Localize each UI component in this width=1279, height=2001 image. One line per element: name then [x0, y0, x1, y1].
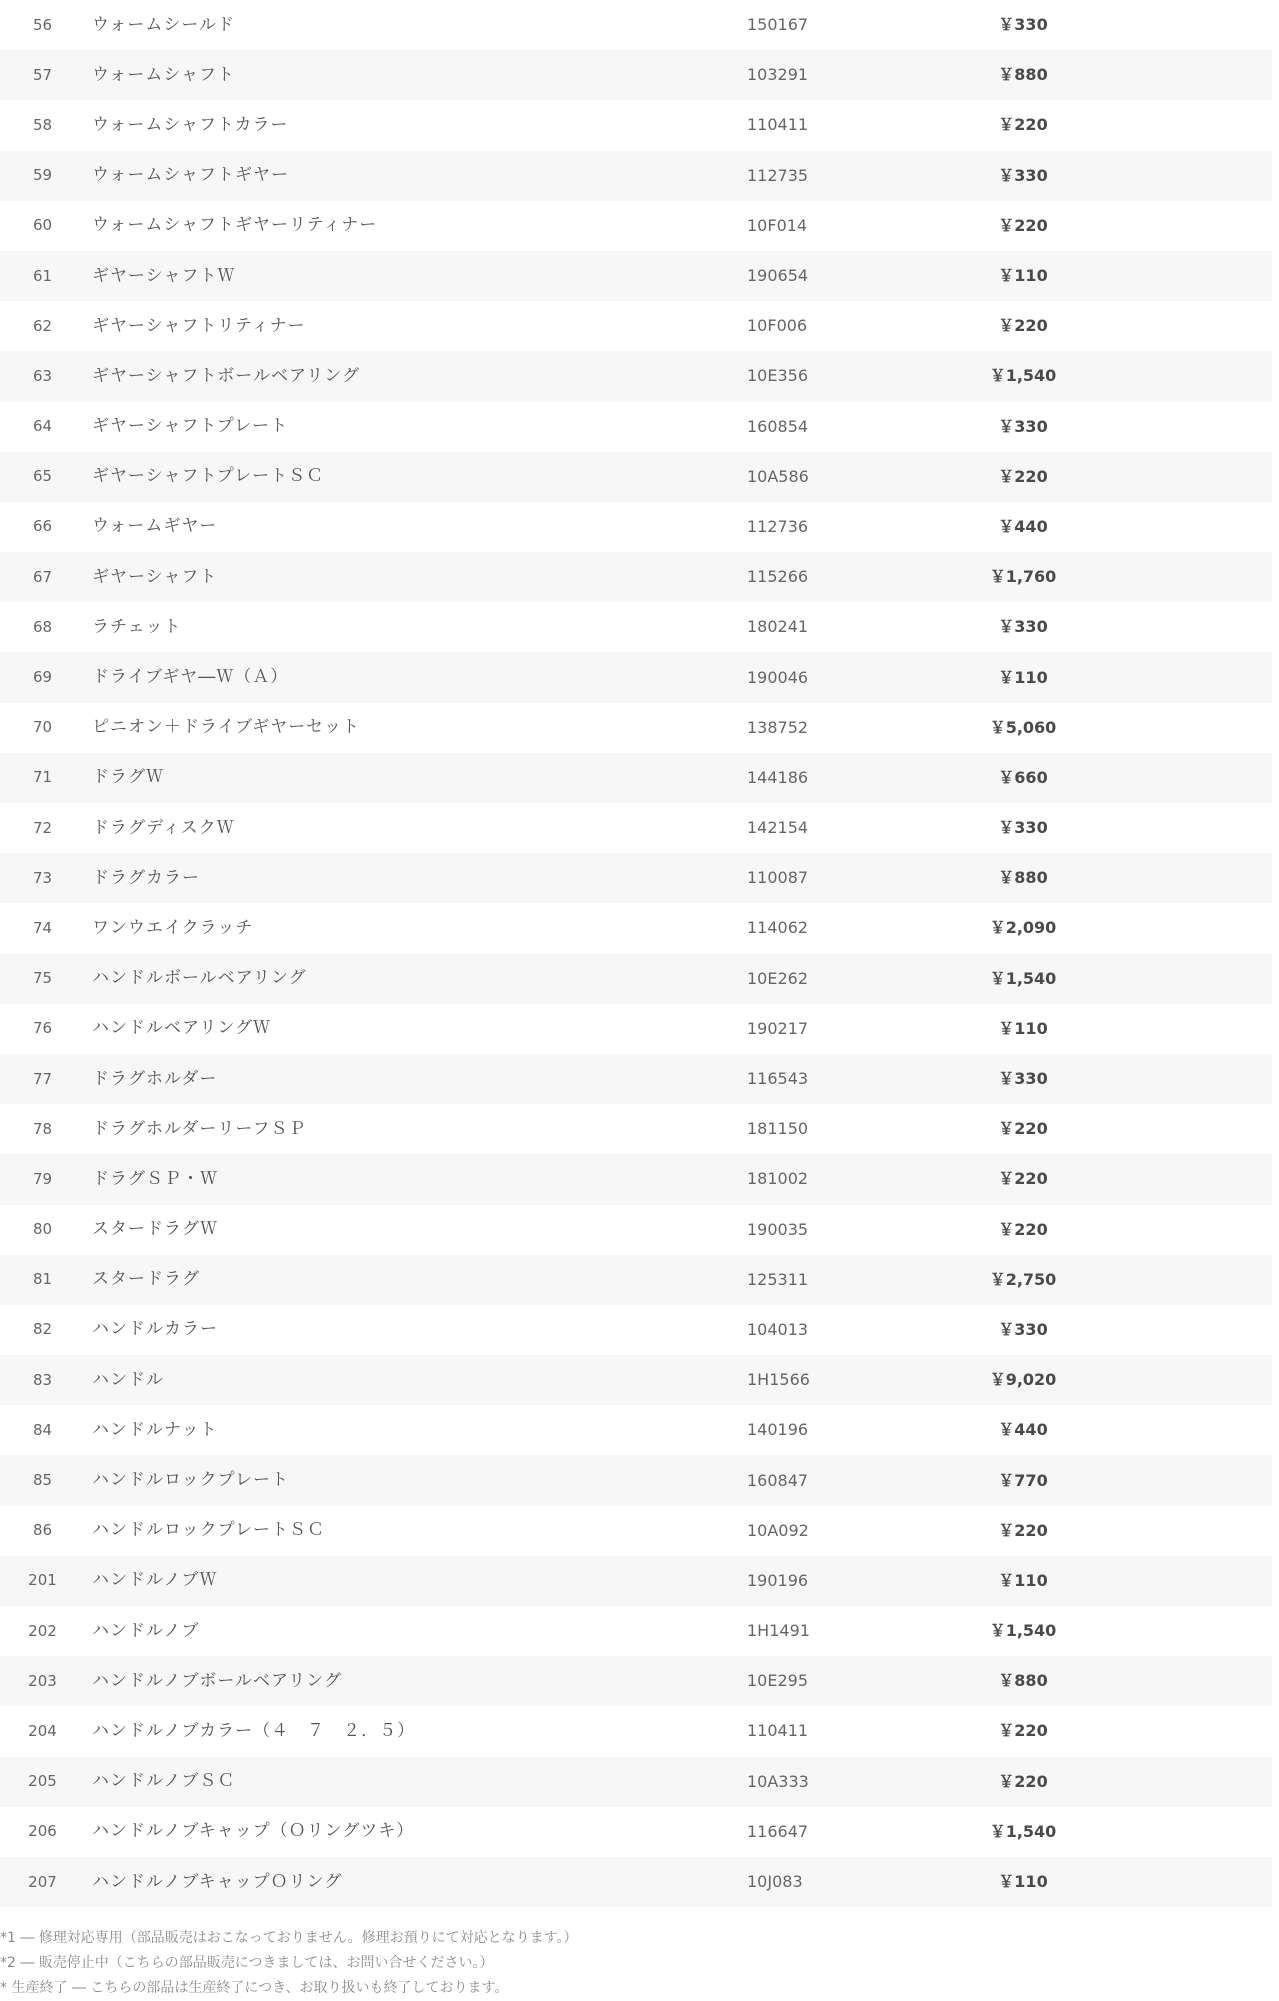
part-name-cell: ドラグホルダーリーフＳＰ — [92, 1118, 307, 1139]
part-number-cell: 79 — [0, 1154, 85, 1204]
table-row — [0, 1305, 1279, 1355]
part-price-cell: ￥220 — [943, 452, 1103, 502]
part-price-cell: ￥440 — [998, 516, 1048, 536]
table-row — [0, 0, 1279, 50]
table-row — [0, 1757, 1279, 1807]
table-row — [0, 351, 1279, 401]
part-name-cell: ハンドルノブボールベアリング — [85, 1656, 743, 1706]
table-row — [0, 1606, 1279, 1656]
part-price-cell: ￥5,060 — [989, 717, 1057, 737]
part-code-cell: 10E295 — [743, 1656, 943, 1706]
part-name-cell: ハンドルベアリングＷ — [92, 1018, 271, 1039]
table-row — [0, 1004, 1279, 1054]
part-code-cell: 160854 — [747, 416, 809, 436]
part-price-cell: ￥1,760 — [943, 552, 1103, 602]
table-row — [0, 151, 1279, 201]
table-row — [0, 1857, 1279, 1907]
row-spacer — [1103, 1205, 1279, 1255]
part-name-cell: ギヤーシャフトプレートＳＣ — [85, 452, 743, 502]
part-code-cell: 10J083 — [743, 1857, 943, 1907]
part-name-cell: ドラグＷ — [85, 753, 743, 803]
row-spacer — [1103, 50, 1279, 100]
part-number-cell: 206 — [28, 1822, 57, 1841]
part-price-cell: ￥330 — [998, 15, 1048, 35]
part-price-cell: ￥1,540 — [943, 954, 1103, 1004]
footnote-sales-suspended: *2 ― 販売停止中（こちらの部品販売につきましては、お問い合せください。） — [0, 1955, 494, 1971]
part-price-cell: ￥2,090 — [989, 918, 1057, 938]
table-row — [0, 452, 1279, 502]
part-number-cell: 204 — [28, 1721, 57, 1740]
row-spacer — [1103, 602, 1279, 652]
part-price-cell: ￥220 — [943, 1154, 1103, 1204]
part-number-cell: 72 — [32, 818, 53, 837]
row-spacer — [1103, 853, 1279, 903]
part-name-cell: ギヤーシャフト — [85, 552, 743, 602]
table-row — [0, 502, 1279, 552]
part-number-cell: 77 — [0, 1054, 85, 1104]
row-spacer — [1103, 903, 1279, 953]
row-spacer — [1103, 1455, 1279, 1505]
part-name-cell: ウォームギヤー — [92, 516, 218, 537]
part-price-cell: ￥330 — [943, 1054, 1103, 1104]
row-spacer — [1103, 1054, 1279, 1104]
part-code-cell: 181002 — [743, 1154, 943, 1204]
row-spacer — [1103, 351, 1279, 401]
part-code-cell: 180241 — [747, 617, 809, 637]
part-code-cell: 110087 — [743, 853, 943, 903]
part-price-cell: ￥220 — [943, 1757, 1103, 1807]
part-code-cell: 10F014 — [747, 215, 808, 235]
part-number-cell: 86 — [32, 1521, 53, 1540]
part-number-cell: 67 — [0, 552, 85, 602]
part-number-cell: 61 — [0, 251, 85, 301]
part-number-cell: 75 — [0, 954, 85, 1004]
part-name-cell: ピニオン＋ドライブギヤーセット — [92, 717, 360, 738]
part-number-cell: 71 — [0, 753, 85, 803]
part-name-cell: ハンドルボールベアリング — [85, 954, 743, 1004]
table-row — [0, 1154, 1279, 1204]
row-spacer — [1103, 1506, 1279, 1556]
part-number-cell: 69 — [0, 652, 85, 702]
part-code-cell: 138752 — [747, 717, 809, 737]
table-row — [0, 903, 1279, 953]
table-row — [0, 1807, 1279, 1857]
part-name-cell: ドラグホルダー — [85, 1054, 743, 1104]
table-row — [0, 1205, 1279, 1255]
footnote-discontinued: * 生産終了 ― こちらの部品は生産終了につき、お取り扱いも終了しております。 — [0, 1980, 509, 1996]
part-number-cell: 83 — [0, 1355, 85, 1405]
part-code-cell: 10A092 — [747, 1520, 809, 1540]
row-spacer — [1103, 151, 1279, 201]
part-name-cell: ハンドルナット — [92, 1419, 218, 1440]
part-name-cell: ハンドルロックプレートＳＣ — [92, 1520, 325, 1541]
part-name-cell: ギヤーシャフトＷ — [85, 251, 743, 301]
table-row — [0, 753, 1279, 803]
row-spacer — [1103, 0, 1279, 50]
part-price-cell: ￥1,540 — [989, 1621, 1057, 1641]
part-number-cell: 202 — [28, 1621, 57, 1640]
part-price-cell: ￥220 — [998, 1520, 1048, 1540]
part-code-cell: 144186 — [743, 753, 943, 803]
part-price-cell: ￥440 — [998, 1420, 1048, 1440]
part-code-cell: 1H1491 — [747, 1621, 810, 1641]
part-price-cell: ￥1,540 — [989, 1821, 1057, 1841]
part-code-cell: 190217 — [747, 1018, 809, 1038]
part-code-cell: 181150 — [747, 1119, 809, 1139]
row-spacer — [1103, 1154, 1279, 1204]
part-code-cell: 142154 — [747, 818, 809, 838]
part-price-cell: ￥9,020 — [943, 1355, 1103, 1405]
part-name-cell: ウォームシャフト — [85, 50, 743, 100]
part-price-cell: ￥330 — [943, 151, 1103, 201]
part-number-cell: 62 — [32, 316, 53, 335]
part-name-cell: ウォームシャフトカラー — [92, 114, 289, 135]
part-code-cell: 110411 — [747, 115, 809, 135]
part-number-cell: 203 — [0, 1656, 85, 1706]
table-row — [0, 50, 1279, 100]
part-name-cell: ハンドルノブキャップＯリング — [85, 1857, 743, 1907]
table-row — [0, 1706, 1279, 1756]
part-code-cell: 112736 — [747, 516, 809, 536]
part-price-cell: ￥220 — [998, 1119, 1048, 1139]
table-row — [0, 251, 1279, 301]
part-name-cell: ハンドル — [85, 1355, 743, 1405]
part-name-cell: スタードラグＷ — [92, 1219, 218, 1240]
table-row — [0, 954, 1279, 1004]
part-code-cell: 190196 — [743, 1556, 943, 1606]
row-spacer — [1103, 1606, 1279, 1656]
part-code-cell: 103291 — [743, 50, 943, 100]
part-name-cell: ウォームシャフトギヤー — [85, 151, 743, 201]
part-code-cell: 160847 — [743, 1455, 943, 1505]
row-spacer — [1103, 1405, 1279, 1455]
row-spacer — [1103, 652, 1279, 702]
part-price-cell: ￥220 — [998, 115, 1048, 135]
part-number-cell: 207 — [0, 1857, 85, 1907]
part-code-cell: 190654 — [743, 251, 943, 301]
row-spacer — [1103, 1706, 1279, 1756]
part-price-cell: ￥330 — [998, 416, 1048, 436]
table-row — [0, 552, 1279, 602]
part-name-cell: ギヤーシャフトボールベアリング — [85, 351, 743, 401]
row-spacer — [1103, 753, 1279, 803]
part-code-cell: 112735 — [743, 151, 943, 201]
part-name-cell: ハンドルノブキャップ（Ｏリングツキ） — [92, 1821, 415, 1842]
row-spacer — [1103, 402, 1279, 452]
part-price-cell: ￥220 — [998, 1219, 1048, 1239]
part-number-cell: 74 — [32, 918, 53, 937]
row-spacer — [1103, 1656, 1279, 1706]
part-name-cell: ウォームシールド — [92, 14, 235, 35]
part-number-cell: 73 — [0, 853, 85, 903]
part-code-cell: 140196 — [747, 1420, 809, 1440]
part-price-cell: ￥880 — [943, 1656, 1103, 1706]
part-price-cell: ￥1,540 — [943, 351, 1103, 401]
part-number-cell: 68 — [32, 617, 53, 636]
part-number-cell: 65 — [0, 452, 85, 502]
part-name-cell: ハンドルノブＳＣ — [85, 1757, 743, 1807]
row-spacer — [1103, 251, 1279, 301]
part-name-cell: ドラグＳＰ・Ｗ — [85, 1154, 743, 1204]
part-number-cell: 205 — [0, 1757, 85, 1807]
part-code-cell: 10A586 — [743, 452, 943, 502]
table-row — [0, 1054, 1279, 1104]
part-name-cell: ドラグディスクＷ — [92, 817, 235, 838]
part-code-cell: 116543 — [743, 1054, 943, 1104]
row-spacer — [1103, 1305, 1279, 1355]
table-row — [0, 1405, 1279, 1455]
row-spacer — [1103, 1757, 1279, 1807]
part-price-cell: ￥660 — [943, 753, 1103, 803]
row-spacer — [1103, 201, 1279, 251]
part-price-cell: ￥110 — [943, 251, 1103, 301]
part-name-cell: ギヤーシャフトリティナー — [92, 315, 306, 336]
part-code-cell: 190035 — [747, 1219, 809, 1239]
part-number-cell: 201 — [0, 1556, 85, 1606]
part-number-cell: 64 — [32, 417, 53, 436]
part-name-cell: ドラグカラー — [85, 853, 743, 903]
table-row — [0, 1506, 1279, 1556]
part-name-cell: ウォームシャフトギヤーリティナー — [92, 215, 378, 236]
table-row — [0, 602, 1279, 652]
row-spacer — [1103, 1104, 1279, 1154]
part-name-cell: ハンドルノブカラー（４ ７ ２．５） — [92, 1720, 416, 1741]
part-number-cell: 63 — [0, 351, 85, 401]
part-number-cell: 59 — [0, 151, 85, 201]
part-name-cell: ハンドルカラー — [92, 1319, 218, 1340]
row-spacer — [1103, 1857, 1279, 1907]
part-price-cell: ￥2,750 — [943, 1255, 1103, 1305]
table-row — [0, 853, 1279, 903]
part-code-cell: 104013 — [747, 1319, 809, 1339]
part-number-cell: 81 — [0, 1255, 85, 1305]
row-spacer — [1103, 502, 1279, 552]
part-price-cell: ￥330 — [998, 818, 1048, 838]
part-code-cell: 1H1566 — [743, 1355, 943, 1405]
part-name-cell: ドライブギヤ―Ｗ（Ａ） — [85, 652, 743, 702]
part-number-cell: 82 — [32, 1320, 53, 1339]
table-row — [0, 803, 1279, 853]
part-number-cell: 56 — [32, 15, 53, 34]
part-price-cell: ￥880 — [943, 50, 1103, 100]
part-number-cell: 58 — [32, 115, 53, 134]
row-spacer — [1103, 803, 1279, 853]
part-price-cell: ￥110 — [998, 1018, 1048, 1038]
part-name-cell: ハンドルノブ — [92, 1620, 200, 1641]
row-spacer — [1103, 301, 1279, 351]
part-code-cell: 10E262 — [743, 954, 943, 1004]
table-row — [0, 100, 1279, 150]
row-spacer — [1103, 100, 1279, 150]
part-number-cell: 78 — [32, 1119, 53, 1138]
part-price-cell: ￥220 — [998, 316, 1048, 336]
part-code-cell: 114062 — [747, 918, 809, 938]
table-row — [0, 402, 1279, 452]
part-code-cell: 190046 — [743, 652, 943, 702]
table-row — [0, 201, 1279, 251]
part-number-cell: 85 — [0, 1455, 85, 1505]
part-price-cell: ￥110 — [943, 1556, 1103, 1606]
part-code-cell: 10A333 — [743, 1757, 943, 1807]
part-number-cell: 80 — [32, 1220, 53, 1239]
row-spacer — [1103, 954, 1279, 1004]
part-price-cell: ￥110 — [943, 1857, 1103, 1907]
part-number-cell: 57 — [0, 50, 85, 100]
table-row — [0, 1104, 1279, 1154]
part-number-cell: 76 — [32, 1019, 53, 1038]
part-price-cell: ￥770 — [943, 1455, 1103, 1505]
part-code-cell: 10E356 — [743, 351, 943, 401]
row-spacer — [1103, 1556, 1279, 1606]
part-name-cell: ハンドルノブＷ — [85, 1556, 743, 1606]
table-row — [0, 1255, 1279, 1305]
part-number-cell: 60 — [32, 216, 53, 235]
part-code-cell: 116647 — [747, 1821, 809, 1841]
row-spacer — [1103, 1004, 1279, 1054]
footnotes — [0, 1926, 1279, 2001]
part-number-cell: 66 — [32, 517, 53, 536]
row-spacer — [1103, 552, 1279, 602]
part-code-cell: 10F006 — [747, 316, 808, 336]
table-row — [0, 1556, 1279, 1606]
row-spacer — [1103, 452, 1279, 502]
table-row — [0, 1656, 1279, 1706]
part-number-cell: 84 — [32, 1420, 53, 1439]
part-price-cell: ￥220 — [998, 1721, 1048, 1741]
part-price-cell: ￥220 — [998, 215, 1048, 235]
part-name-cell: ラチェット — [92, 616, 182, 637]
part-name-cell: ハンドルロックプレート — [85, 1455, 743, 1505]
part-name-cell: ギヤーシャフトプレート — [92, 416, 289, 437]
table-row — [0, 703, 1279, 753]
part-code-cell: 115266 — [743, 552, 943, 602]
row-spacer — [1103, 1255, 1279, 1305]
part-code-cell: 110411 — [747, 1721, 809, 1741]
table-row — [0, 1455, 1279, 1505]
table-row — [0, 1355, 1279, 1405]
footnote-repair-only: *1 ― 修理対応専用（部品販売はおこなっておりません。修理お預りにて対応となります。） — [0, 1930, 578, 1946]
part-price-cell: ￥330 — [998, 617, 1048, 637]
part-price-cell: ￥330 — [998, 1319, 1048, 1339]
part-code-cell: 125311 — [743, 1255, 943, 1305]
table-row — [0, 301, 1279, 351]
row-spacer — [1103, 1355, 1279, 1405]
row-spacer — [1103, 1807, 1279, 1857]
part-price-cell: ￥880 — [943, 853, 1103, 903]
part-code-cell: 150167 — [747, 15, 809, 35]
row-spacer — [1103, 703, 1279, 753]
table-row — [0, 652, 1279, 702]
part-name-cell: スタードラグ — [85, 1255, 743, 1305]
part-number-cell: 70 — [32, 718, 53, 737]
part-name-cell: ワンウエイクラッチ — [92, 917, 254, 938]
part-price-cell: ￥110 — [943, 652, 1103, 702]
